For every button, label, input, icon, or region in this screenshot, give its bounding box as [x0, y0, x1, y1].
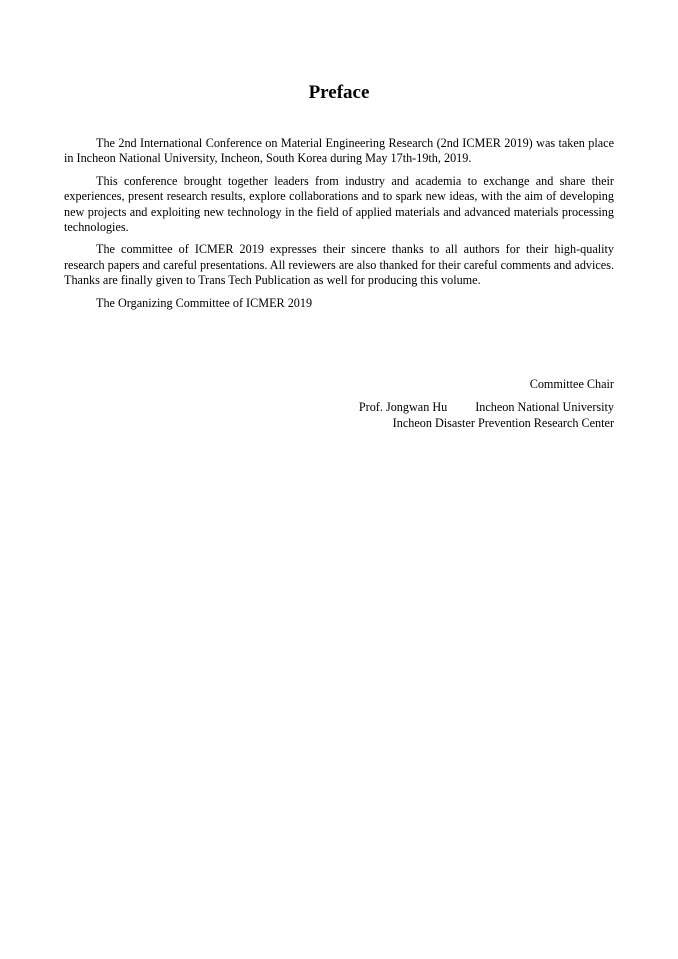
preface-body [64, 136, 614, 311]
paragraph-1: The 2nd International Conference on Material Engineering Research (2nd ICMER 2019) was taken place in Incheon National University, Incheon, South Korea during May 17th-19th, 2019. [64, 136, 614, 166]
paragraph-2: This conference brought together leaders from industry and academia to exchange and share their experiences, present research results, explore collaborations and to spark new ideas, with the aim of developing new projects and exploiting new technology in the field of applied materials and advanced materials processing technologies. [64, 173, 614, 235]
signature-affiliation-1: Incheon National University [475, 400, 614, 415]
signoff-line: The Organizing Committee of ICMER 2019 [96, 295, 313, 310]
signature-name: Prof. Jongwan Hu [358, 400, 448, 415]
signature-role: Committee Chair [529, 377, 614, 391]
paragraph-3: The committee of ICMER 2019 expresses their sincere thanks to all authors for their high-quality research papers and careful presentations. All reviewers are also thanked for their careful comments and advices. Thanks are finally given to Trans Tech Publication as well for producing this volume. [64, 242, 614, 288]
page-title: Preface [308, 82, 370, 103]
signature-block [300, 377, 614, 431]
signature-affiliation-2: Incheon Disaster Prevention Research Center [392, 415, 614, 430]
signature-row [300, 400, 614, 415]
